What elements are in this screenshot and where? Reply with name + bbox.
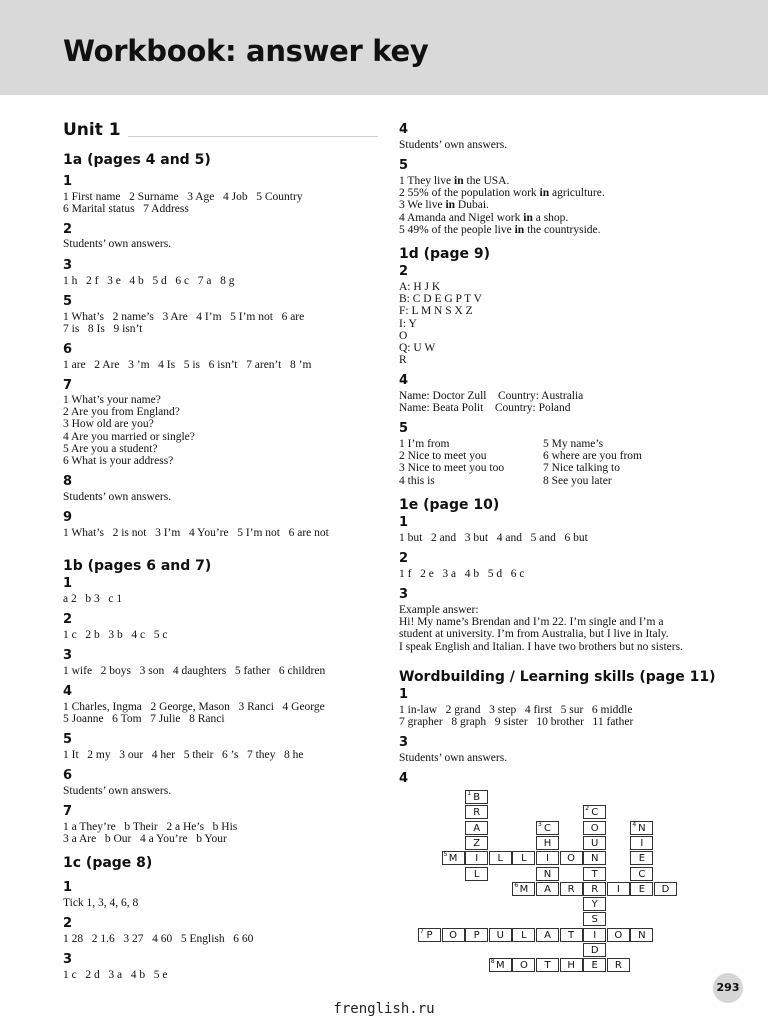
crossword-letter: O <box>519 960 528 972</box>
crossword-letter: I <box>546 853 549 865</box>
crossword-letter: I <box>616 883 620 895</box>
crossword-cell <box>442 928 465 942</box>
exercise-number: 2 <box>63 222 73 237</box>
crossword-cell <box>607 928 630 942</box>
section-heading: 1a (pages 4 and 5) <box>63 152 211 168</box>
clue-number: 7 <box>420 927 424 935</box>
answer-text: Example answer: Hi! My name’s Brendan and I’m 22. I’m single and I’m a student at university. I’m from Australia, but I live in Italy. I speak English and Italian. I have two brothers but no sisters. <box>399 604 683 653</box>
exercise-number: 3 <box>63 258 73 273</box>
crossword-cell <box>583 836 606 850</box>
crossword-cell <box>583 912 606 926</box>
clue-number: 1 <box>467 790 472 797</box>
crossword-cell <box>536 836 559 850</box>
crossword-letter: A <box>544 929 551 941</box>
crossword-cell <box>630 836 653 850</box>
answer-text: 1 What’s 2 name’s 3 Are 4 I’m 5 I’m not 6 are 7 is 8 Is 9 isn’t <box>63 311 305 336</box>
exercise-number: 4 <box>399 373 409 388</box>
answer-text: Tick 1, 3, 4, 6, 8 <box>63 897 139 909</box>
crossword-letter: T <box>568 929 575 941</box>
exercise-number: 1 <box>399 687 409 702</box>
exercise-number: 3 <box>63 952 73 967</box>
section-heading: Wordbuilding / Learning skills (page 11) <box>399 669 716 685</box>
answer-text: Students’ own answers. <box>399 139 508 151</box>
exercise-number: 5 <box>399 421 409 436</box>
crossword-cell <box>630 882 653 896</box>
exercise-number: 1 <box>63 576 73 591</box>
crossword-letter: E <box>591 960 598 972</box>
crossword-cell <box>512 928 535 942</box>
answer-text: 1 f 2 e 3 a 4 b 5 d 6 c <box>399 568 525 580</box>
answer-text: Students’ own answers. <box>63 238 172 250</box>
crossword-cell <box>418 928 441 942</box>
answer-text: 1 but 2 and 3 but 4 and 5 and 6 but <box>399 532 588 544</box>
page-title: Workbook: answer key <box>63 34 429 68</box>
crossword-cell <box>465 821 488 835</box>
exercise-number: 2 <box>63 916 73 931</box>
crossword-letter: T <box>591 868 598 880</box>
crossword-cell <box>583 882 606 896</box>
crossword-letter: D <box>590 945 599 956</box>
crossword-letter: A <box>473 822 481 834</box>
crossword-letter: A <box>544 883 551 895</box>
crossword-cell <box>536 821 559 835</box>
crossword-cell <box>512 882 535 896</box>
crossword-cell <box>583 958 606 972</box>
answer-text: a 2 b 3 c 1 <box>63 593 123 605</box>
answer-text: 1 Charles, Ingma 2 George, Mason 3 Ranci 4 George 5 Joanne 6 Tom 7 Julie 8 Ranci <box>63 701 325 726</box>
crossword-cell <box>536 867 559 881</box>
exercise-number: 2 <box>63 612 73 627</box>
crossword-letter: B <box>473 792 481 803</box>
exercise-number: 3 <box>63 648 73 663</box>
crossword-cell <box>465 836 488 850</box>
crossword-letter: N <box>638 822 646 834</box>
crossword-letter: P <box>473 929 480 941</box>
crossword-letter: O <box>614 929 623 941</box>
answer-text: A: H J K B: C D E G P T V F: L M N S X Z I: Y O Q: U W R <box>399 281 482 367</box>
answer-text: Students’ own answers. <box>63 491 172 503</box>
exercise-number: 1 <box>399 515 409 530</box>
crossword-cell <box>536 882 559 896</box>
crossword-cell <box>560 851 583 865</box>
crossword-letter: L <box>497 853 504 865</box>
clue-number: 4 <box>632 820 637 828</box>
crossword-letter: L <box>521 853 527 865</box>
crossword-cell <box>583 805 606 819</box>
crossword-cell <box>583 821 606 835</box>
exercise-number: 5 <box>63 732 73 747</box>
crossword-letter: L <box>521 929 527 941</box>
crossword-letter: R <box>473 807 481 819</box>
exercise-number: 8 <box>63 474 73 489</box>
crossword-letter: R <box>614 960 622 972</box>
crossword-cell <box>560 882 583 896</box>
answer-text: 1 It 2 my 3 our 4 her 5 their 6 ’s 7 they 8 he <box>63 749 304 761</box>
crossword-cell <box>489 928 512 942</box>
answer-text: 1 are 2 Are 3 ’m 4 Is 5 is 6 isn’t 7 aren’t 8 ’m <box>63 359 312 371</box>
footer-watermark: frenglish.ru <box>333 1001 435 1017</box>
crossword-cell <box>630 821 653 835</box>
crossword-letter: R <box>567 883 575 895</box>
crossword-letter: M <box>448 853 458 865</box>
crossword-letter: L <box>473 868 480 880</box>
crossword-cell <box>583 851 606 865</box>
crossword-cell <box>583 897 606 911</box>
crossword-cell <box>607 882 630 896</box>
crossword-cell <box>536 851 559 865</box>
crossword-letter: P <box>426 929 433 941</box>
crossword-cell <box>607 958 630 972</box>
crossword-cell <box>583 928 606 942</box>
page-number: 293 <box>713 973 743 1003</box>
exercise-number: 1 <box>63 880 73 895</box>
answer-text: 1 I’m from 2 Nice to meet you 3 Nice to meet you too 4 this is <box>399 438 505 487</box>
answer-text: Students’ own answers. <box>63 785 172 797</box>
answer-text: 1 They live in the USA. 2 55% of the population work in agriculture. 3 We live in Dubai. 4 Amanda and Nigel work in a shop. 5 49% of the people live in the countryside. <box>399 175 605 236</box>
crossword-cell <box>465 928 488 942</box>
crossword-cell <box>465 867 488 881</box>
crossword-cell <box>512 958 535 972</box>
crossword-cell <box>465 805 488 819</box>
crossword-letter: Y <box>591 899 598 911</box>
crossword-cell <box>489 958 512 972</box>
clue-number: 6 <box>514 881 519 889</box>
exercise-number: 4 <box>63 684 73 699</box>
crossword-letter: I <box>475 853 479 865</box>
answer-text: 1 28 2 1.6 3 27 4 60 5 English 6 60 <box>63 933 254 945</box>
crossword-cell <box>560 958 583 972</box>
crossword-cell <box>630 867 653 881</box>
exercise-number: 5 <box>63 294 73 309</box>
crossword-cell <box>583 943 606 957</box>
exercise-number: 2 <box>399 264 409 279</box>
crossword-letter: E <box>638 883 646 895</box>
crossword-cell <box>442 851 465 865</box>
answer-text: 1 a They’re b Their 2 a He’s b His 3 a Are b Our 4 a You’re b Your <box>63 821 238 846</box>
crossword-cell <box>489 851 512 865</box>
crossword-cell <box>465 790 488 804</box>
unit-title: Unit 1 <box>63 120 121 140</box>
crossword-cell <box>512 851 535 865</box>
crossword-letter: U <box>496 929 504 941</box>
section-heading: 1d (page 9) <box>399 246 491 262</box>
section-heading: 1b (pages 6 and 7) <box>63 558 212 574</box>
crossword-letter: C <box>544 822 551 834</box>
answer-text: Students’ own answers. <box>399 752 508 764</box>
crossword-letter: Z <box>473 837 481 849</box>
answer-text: 1 First name 2 Surname 3 Age 4 Job 5 Country 6 Marital status 7 Address <box>63 191 303 216</box>
crossword-letter: D <box>661 883 670 895</box>
crossword-cell <box>630 851 653 865</box>
exercise-number: 1 <box>63 174 73 189</box>
answer-text: 5 My name’s 6 where are you from 7 Nice talking to 8 See you later <box>543 438 642 487</box>
crossword-cell <box>465 851 488 865</box>
crossword-letter: U <box>591 837 599 849</box>
unit-divider <box>128 136 378 137</box>
crossword-cell <box>583 867 606 881</box>
crossword-letter: O <box>590 822 599 834</box>
answer-text: 1 What’s 2 is not 3 I’m 4 You’re 5 I’m not 6 are not <box>63 527 329 539</box>
answer-text: 1 h 2 f 3 e 4 b 5 d 6 c 7 a 8 g <box>63 275 235 287</box>
exercise-number: 7 <box>63 378 73 393</box>
answer-text: 1 c 2 b 3 b 4 c 5 c <box>63 629 168 641</box>
exercise-number: 4 <box>399 771 409 786</box>
answer-text: 1 in-law 2 grand 3 step 4 first 5 sur 6 middle 7 grapher 8 graph 9 sister 10 brother 11 father <box>399 704 634 729</box>
crossword-letter: O <box>567 853 576 865</box>
crossword-letter: O <box>449 929 458 941</box>
page-header <box>0 0 768 95</box>
clue-number: 5 <box>443 851 448 859</box>
answer-text: 1 What’s your name? 2 Are you from England? 3 How old are you? 4 Are you married or single? 5 Are you a student? 6 What is your address? <box>63 394 195 468</box>
exercise-number: 7 <box>63 804 73 819</box>
section-heading: 1c (page 8) <box>63 855 153 871</box>
exercise-number: 3 <box>399 735 409 750</box>
crossword-letter: I <box>593 929 597 941</box>
crossword-cell <box>536 928 559 942</box>
exercise-number: 4 <box>399 122 409 137</box>
crossword-letter: T <box>544 960 551 972</box>
crossword-letter: N <box>543 868 552 880</box>
crossword-cell <box>630 928 653 942</box>
clue-number: 2 <box>585 805 590 813</box>
crossword-cell <box>654 882 677 896</box>
crossword-letter: R <box>591 883 599 895</box>
exercise-number: 6 <box>63 342 73 357</box>
crossword-cell <box>536 958 559 972</box>
exercise-number: 6 <box>63 768 73 783</box>
answer-text: Name: Doctor Zull Country: Australia Name: Beata Polit Country: Poland <box>399 390 584 415</box>
crossword-letter: M <box>519 883 529 895</box>
crossword-letter: E <box>638 853 646 865</box>
exercise-number: 2 <box>399 551 409 566</box>
crossword-letter: I <box>640 837 644 849</box>
crossword-letter: S <box>591 914 598 926</box>
section-heading: 1e (page 10) <box>399 497 500 513</box>
crossword-cell <box>560 928 583 942</box>
answer-text: 1 c 2 d 3 a 4 b 5 e <box>63 969 168 981</box>
exercise-number: 5 <box>399 158 409 173</box>
clue-number: 8 <box>490 958 495 966</box>
crossword-letter: C <box>591 807 599 819</box>
answer-text: 1 wife 2 boys 3 son 4 daughters 5 father 6 children <box>63 665 326 677</box>
crossword-letter: H <box>543 837 552 849</box>
exercise-number: 3 <box>399 587 409 602</box>
crossword-letter: N <box>638 929 646 941</box>
crossword-letter: C <box>638 868 646 880</box>
crossword-letter: M <box>495 960 505 972</box>
crossword-letter: H <box>567 960 575 972</box>
exercise-number: 9 <box>63 510 73 525</box>
crossword-letter: N <box>590 853 599 865</box>
clue-number: 3 <box>538 820 542 828</box>
